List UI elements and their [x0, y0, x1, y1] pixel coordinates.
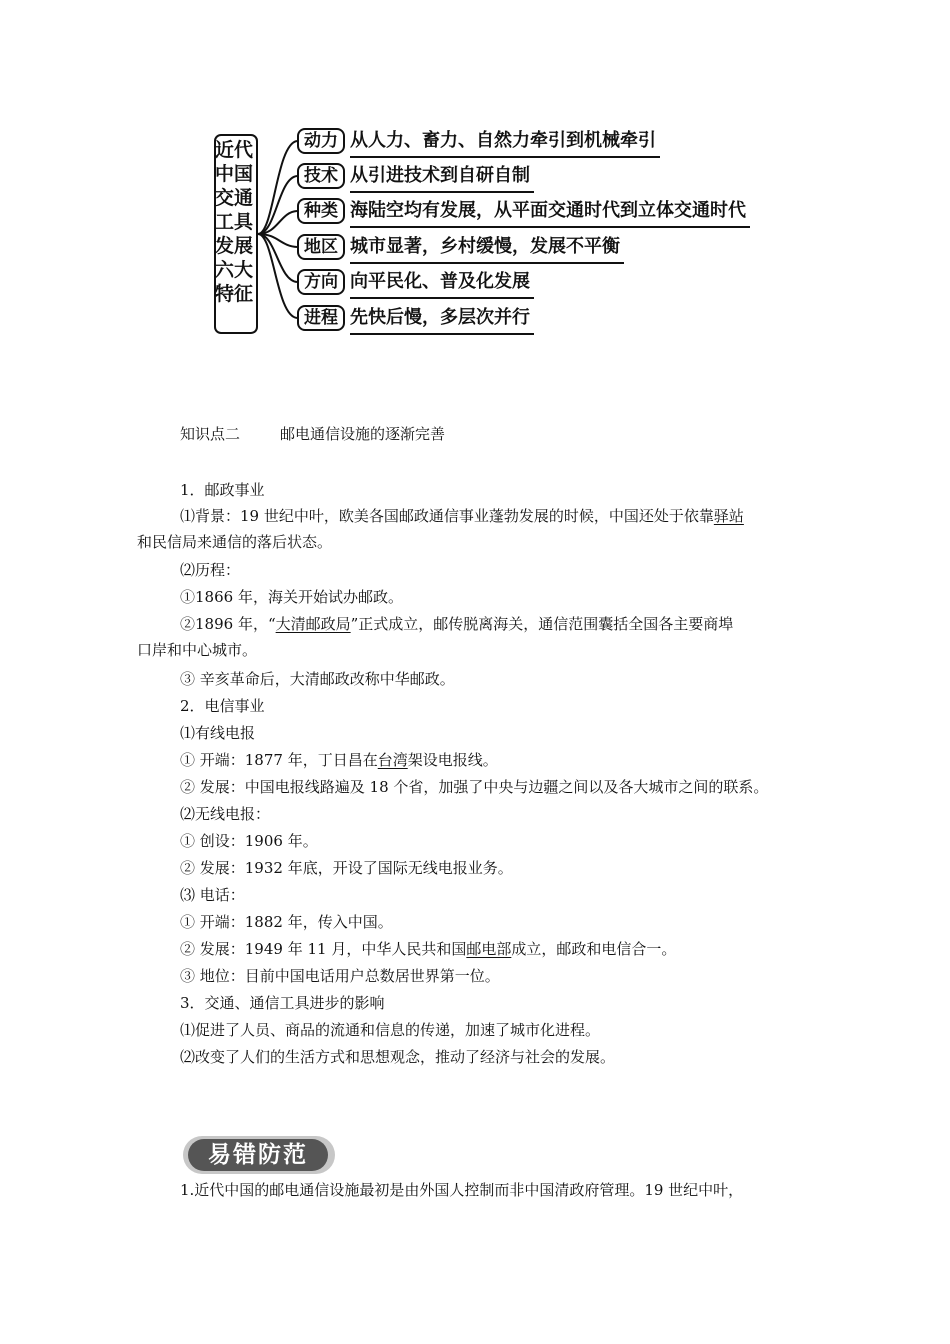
root-char: 中国	[214, 163, 253, 185]
branch-label-direction: 方向	[297, 269, 345, 295]
text-line: 口岸和中心城市。	[137, 641, 258, 659]
underlined-term: 驿站	[713, 507, 744, 525]
mind-map	[212, 124, 812, 346]
text-span: 架设电报线。	[407, 751, 498, 769]
root-node-label	[214, 138, 254, 306]
banner-title: 易错防范	[208, 1142, 308, 1168]
text-line: 3．交通、通信工具进步的影响	[180, 994, 385, 1012]
text-span: ②1896 年，“	[180, 615, 276, 633]
text-span: ① 开端：1877 年，丁日昌在	[180, 751, 378, 769]
text-line: ⑵改变了人们的生活方式和思想观念，推动了经济与社会的发展。	[180, 1048, 616, 1066]
branch-text-region: 城市显著，乡村缓慢，发展不平衡	[350, 232, 624, 264]
text-line: ⑴有线电报	[180, 724, 256, 742]
section-heading	[180, 424, 445, 444]
text-line: 1．邮政事业	[180, 481, 265, 499]
root-char: 六大	[214, 259, 253, 281]
section-label: 知识点二	[180, 425, 241, 443]
root-char: 交通	[214, 187, 253, 209]
root-char: 特征	[214, 283, 253, 305]
branch-text-power: 从人力、畜力、自然力牵引到机械牵引	[350, 126, 660, 158]
text-line: 2．电信事业	[180, 697, 265, 715]
text-line: ① 开端：1882 年，传入中国。	[180, 913, 393, 931]
text-span: ② 发展：1949 年 11 月，中华人民共和国	[180, 940, 467, 958]
text-line: ① 创设：1906 年。	[180, 832, 318, 850]
underlined-term: 台湾	[377, 751, 408, 769]
text-line: ③ 地位：目前中国电话用户总数居世界第一位。	[180, 967, 500, 985]
text-span: 成立，邮政和电信合一。	[511, 940, 677, 958]
text-line	[180, 614, 733, 634]
text-line: 1.近代中国的邮电通信设施最初是由外国人控制而非中国清政府管理。19 世纪中叶，	[180, 1181, 744, 1199]
text-span: ”正式成立，邮传脱离海关，通信范围囊括全国各主要商埠	[350, 615, 734, 633]
branch-text-direction: 向平民化、普及化发展	[350, 267, 534, 299]
text-line: ② 发展：1932 年底，开设了国际无线电报业务。	[180, 859, 513, 877]
branch-text-types: 海陆空均有发展，从平面交通时代到立体交通时代	[350, 196, 750, 228]
text-line	[180, 506, 744, 526]
branch-label-power: 动力	[297, 128, 345, 154]
section-title: 邮电通信设施的逐渐完善	[280, 425, 446, 443]
text-line: 和民信局来通信的落后状态。	[137, 533, 333, 551]
text-line: ② 发展：中国电报线路遍及 18 个省，加强了中央与边疆之间以及各大城市之间的联系。	[180, 778, 769, 796]
banner-inner	[188, 1139, 328, 1171]
text-line: ⑶ 电话：	[180, 886, 245, 904]
text-line: ①1866 年，海关开始试办邮政。	[180, 588, 403, 606]
underlined-term: 大清邮政局	[275, 615, 351, 633]
text-span: ⑴背景：19 世纪中叶，欧美各国邮政通信事业蓬勃发展的时候，中国还处于依靠	[180, 507, 714, 525]
branch-label-region: 地区	[297, 234, 345, 260]
branch-text-technology: 从引进技术到自研自制	[350, 161, 534, 193]
error-prevention-banner	[183, 1136, 335, 1174]
branch-label-types: 种类	[297, 198, 345, 224]
text-line	[180, 750, 498, 770]
branch-label-process: 进程	[297, 305, 345, 331]
text-line	[180, 939, 676, 959]
root-char: 发展	[214, 235, 253, 257]
root-char: 工具	[214, 211, 253, 233]
text-line: ③ 辛亥革命后，大清邮政改称中华邮政。	[180, 670, 455, 688]
text-line: ⑴促进了人员、商品的流通和信息的传递，加速了城市化进程。	[180, 1021, 601, 1039]
branch-label-technology: 技术	[297, 163, 345, 189]
branch-text-process: 先快后慢，多层次并行	[350, 303, 534, 335]
text-line: ⑵历程：	[180, 561, 241, 579]
root-char: 近代	[214, 139, 253, 161]
underlined-term: 邮电部	[466, 940, 512, 958]
text-line: ⑵无线电报：	[180, 805, 271, 823]
